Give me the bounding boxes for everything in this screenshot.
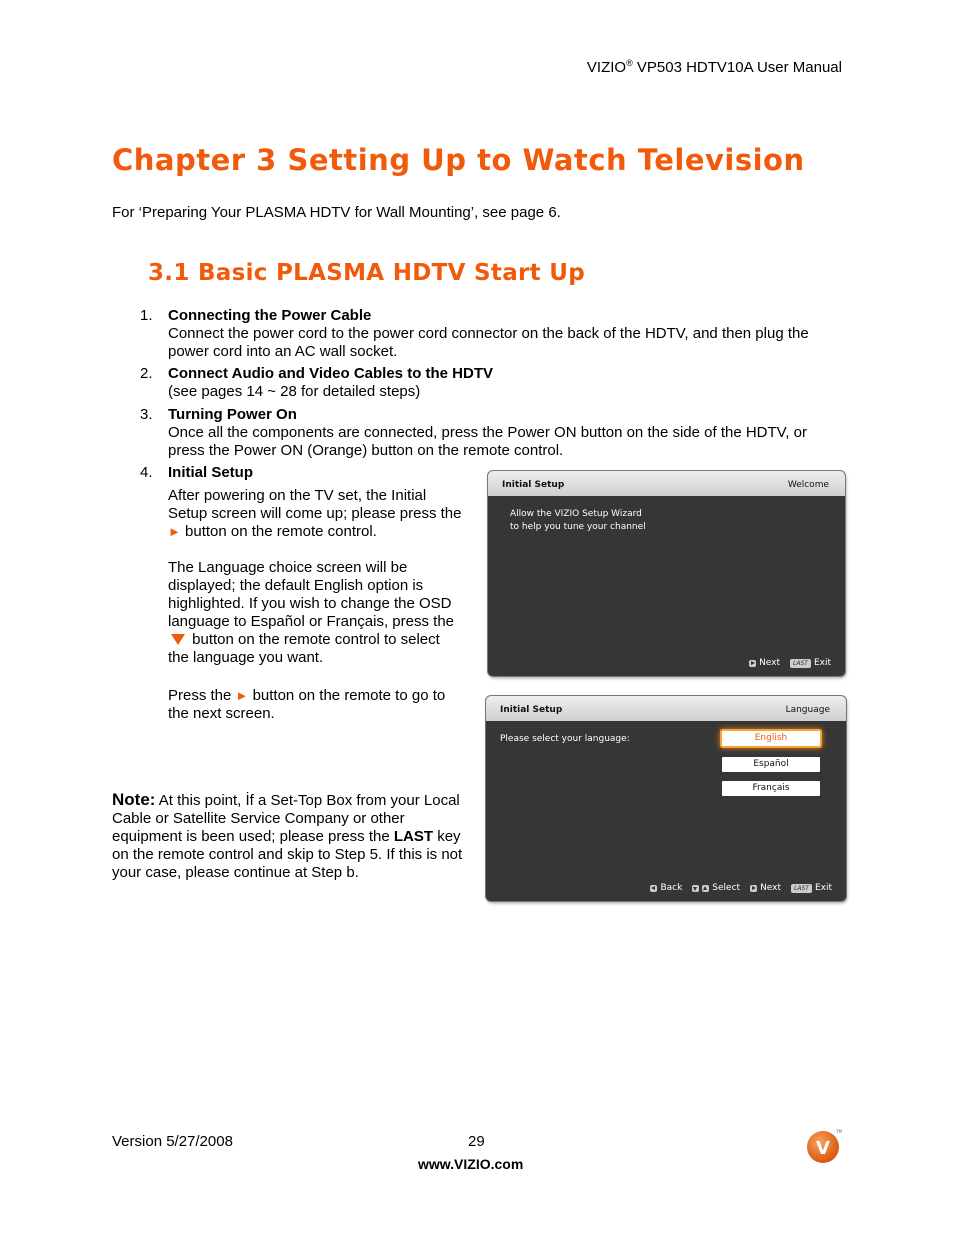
osd-welcome-screen	[488, 471, 845, 676]
step-heading: Connecting the Power Cable	[168, 307, 372, 324]
right-arrow-icon: ►	[235, 688, 249, 703]
chapter-title: Chapter 3 Setting Up to Watch Television	[112, 143, 805, 177]
osd-select-hint	[692, 883, 740, 893]
page-number: 29	[468, 1133, 485, 1150]
osd-footer	[650, 883, 832, 893]
osd-exit-hint	[791, 883, 832, 893]
step-number: 4.	[140, 464, 153, 481]
osd-exit-hint	[790, 658, 831, 668]
osd-message	[510, 508, 646, 534]
left-key-icon	[650, 885, 657, 892]
step-number: 3.	[140, 406, 153, 423]
osd-message-line: Allow the VIZIO Setup Wizard	[510, 509, 642, 519]
section-title: 3.1 Basic PLASMA HDTV Start Up	[148, 260, 585, 286]
logo-letter: V	[816, 1138, 830, 1159]
language-option-francais[interactable]: Français	[722, 781, 820, 796]
setup-paragraph-2	[168, 559, 460, 667]
hint-label: Select	[712, 883, 741, 893]
text-span: The Language choice screen will be displayed; the default English option is highlighted. If you wish to change the OSD language to Español or Français, press the	[168, 559, 455, 630]
down-key-icon	[692, 885, 699, 892]
brand-name: VIZIO	[586, 59, 627, 76]
osd-title: Initial Setup	[502, 480, 565, 490]
note-text: key on the remote control and skip to Step 5. If this is not your case, please continue at Step b.	[112, 828, 463, 881]
language-option-espanol[interactable]: Español	[722, 757, 820, 772]
up-key-icon	[702, 885, 709, 892]
osd-title: Initial Setup	[500, 705, 563, 715]
step-text: (see pages 14 ~ 28 for detailed steps)	[168, 383, 421, 400]
right-key-icon	[750, 885, 757, 892]
step-1	[140, 307, 840, 361]
step-heading: Connect Audio and Video Cables to the HDTV	[168, 365, 494, 382]
last-key-icon: LAST	[791, 884, 812, 893]
setup-paragraph-1	[168, 487, 468, 541]
step-2	[140, 365, 840, 401]
osd-subtitle: Language	[785, 705, 830, 715]
hint-label: Next	[760, 883, 782, 893]
text-span: button on the remote control to select the language you want.	[168, 631, 440, 666]
step-text: Connect the power cord to the power cord connector on the back of the HDTV, and then plug the power cord into an AC wall socket.	[168, 325, 809, 360]
text-span: Press the	[168, 687, 236, 704]
osd-subtitle: Welcome	[787, 480, 829, 490]
page-header	[587, 58, 842, 76]
step-heading: Turning Power On	[168, 406, 297, 423]
step-text: Once all the components are connected, press the Power ON button on the side of the HDTV, or press the Power ON (Orange) button on the remote control.	[168, 424, 807, 459]
hint-label: Exit	[814, 883, 832, 893]
step-number: 2.	[140, 365, 153, 382]
footer-version: Version 5/27/2008	[112, 1133, 233, 1150]
osd-title-bar	[488, 471, 845, 496]
note-text: At this point, İf a Set-Top Box from your Local Cable or Satellite Service Company or other equipment is been used; please press the	[112, 792, 460, 845]
text-span: After powering on the TV set, the Initial Setup screen will come up; please press the	[168, 487, 462, 522]
osd-back-hint	[650, 883, 682, 893]
right-key-icon	[749, 660, 756, 667]
vizio-logo-icon	[806, 1128, 842, 1164]
hint-label: Next	[759, 658, 781, 668]
osd-prompt: Please select your language:	[500, 734, 630, 744]
text-span: button on the remote control.	[180, 523, 377, 540]
trademark-mark: TM	[836, 1129, 842, 1134]
last-key-label: LAST	[393, 828, 434, 845]
right-arrow-icon: ►	[168, 524, 181, 539]
note-block	[112, 791, 464, 882]
osd-title-bar	[486, 696, 846, 721]
osd-message-line: to help you tune your channel	[510, 522, 646, 532]
hint-label: Back	[660, 883, 683, 893]
last-key-icon: LAST	[790, 659, 811, 668]
osd-footer	[749, 658, 831, 668]
osd-language-screen	[486, 696, 846, 901]
text-span: button on the remote to go to the next screen.	[168, 687, 446, 722]
down-arrow-icon	[171, 634, 185, 645]
manual-title: VP503 HDTV10A User Manual	[632, 59, 842, 76]
footer-url[interactable]: www.VIZIO.com	[418, 1156, 524, 1172]
osd-next-hint	[749, 658, 780, 668]
setup-paragraph-3	[168, 687, 464, 723]
osd-next-hint	[750, 883, 781, 893]
step-number: 1.	[140, 307, 153, 324]
intro-text: For ‘Preparing Your PLASMA HDTV for Wall Mounting’, see page 6.	[112, 204, 561, 221]
step-heading: Initial Setup	[168, 464, 254, 481]
language-option-english[interactable]: English	[722, 731, 820, 746]
note-label: Note:	[112, 790, 156, 809]
registered-mark: ®	[626, 58, 633, 68]
step-3	[140, 406, 840, 460]
hint-label: Exit	[813, 658, 831, 668]
